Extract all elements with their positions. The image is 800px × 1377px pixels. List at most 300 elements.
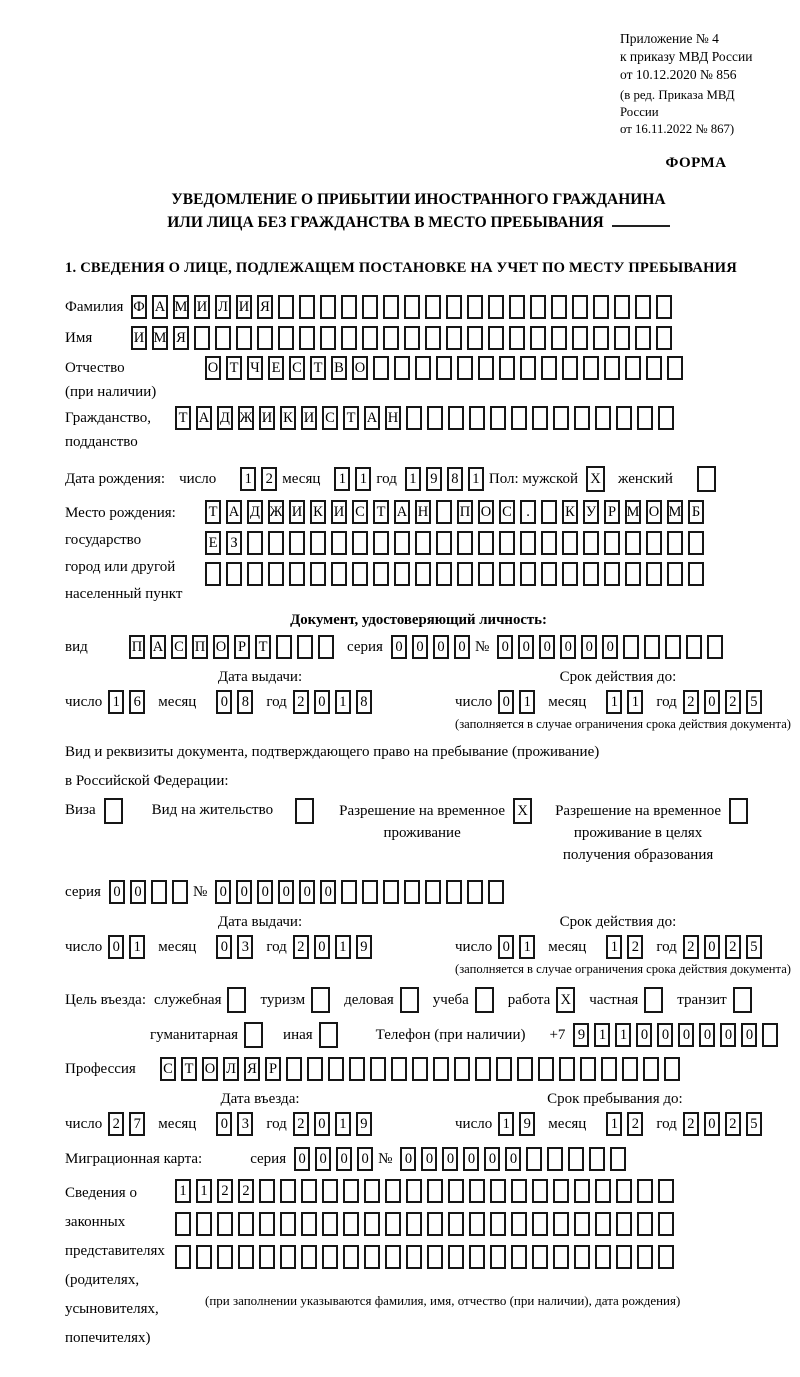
cell-box[interactable]	[385, 1245, 401, 1269]
cell-box[interactable]: 2	[293, 1112, 309, 1136]
id-valid-month-field[interactable]	[606, 690, 648, 714]
cell-box[interactable]	[511, 1245, 527, 1269]
cell-box[interactable]	[301, 1245, 317, 1269]
cell-box[interactable]: 0	[412, 635, 428, 659]
cell-box[interactable]	[490, 1212, 506, 1236]
cell-box[interactable]	[574, 1179, 590, 1203]
cell-box[interactable]: Я	[244, 1057, 260, 1081]
cell-box[interactable]: Е	[268, 356, 284, 380]
cell-box[interactable]: Р	[265, 1057, 281, 1081]
cell-box[interactable]: 0	[657, 1023, 673, 1047]
cell-box[interactable]	[625, 562, 641, 586]
cell-box[interactable]: Р	[604, 500, 620, 524]
cell-box[interactable]	[217, 1245, 233, 1269]
stay-month-field[interactable]	[606, 1112, 648, 1136]
cell-box[interactable]: 2	[293, 935, 309, 959]
cell-box[interactable]	[667, 562, 683, 586]
cell-box[interactable]: 0	[497, 635, 513, 659]
cell-box[interactable]	[383, 326, 399, 350]
cell-box[interactable]	[295, 798, 314, 824]
cell-box[interactable]: 1	[606, 690, 622, 714]
cell-box[interactable]	[541, 562, 557, 586]
id-valid-year-field[interactable]	[683, 690, 767, 714]
cell-box[interactable]	[205, 562, 221, 586]
cell-box[interactable]: 2	[725, 690, 741, 714]
cell-box[interactable]: 0	[454, 635, 470, 659]
cell-box[interactable]	[488, 295, 504, 319]
purpose-official-checkbox[interactable]	[227, 987, 251, 1013]
cell-box[interactable]	[415, 562, 431, 586]
cell-box[interactable]: Р	[234, 635, 250, 659]
cell-box[interactable]	[568, 1147, 584, 1171]
birth-place-row1[interactable]	[205, 500, 709, 524]
cell-box[interactable]	[583, 531, 599, 555]
cell-box[interactable]	[658, 1245, 674, 1269]
cell-box[interactable]	[268, 531, 284, 555]
cell-box[interactable]: И	[301, 406, 317, 430]
cell-box[interactable]	[311, 987, 330, 1013]
cell-box[interactable]	[499, 562, 515, 586]
cell-box[interactable]: А	[152, 295, 168, 319]
cell-box[interactable]	[509, 295, 525, 319]
entry-month-field[interactable]	[216, 1112, 258, 1136]
cell-box[interactable]: 0	[421, 1147, 437, 1171]
cell-box[interactable]	[415, 531, 431, 555]
cell-box[interactable]: А	[394, 500, 410, 524]
cell-box[interactable]: 0	[505, 1147, 521, 1171]
cell-box[interactable]: 0	[130, 880, 146, 904]
cell-box[interactable]	[343, 1245, 359, 1269]
cell-box[interactable]	[448, 1179, 464, 1203]
cell-box[interactable]	[656, 326, 672, 350]
cell-box[interactable]	[433, 1057, 449, 1081]
cell-box[interactable]	[559, 1057, 575, 1081]
guardians-row3[interactable]	[175, 1245, 680, 1269]
cell-box[interactable]	[425, 326, 441, 350]
cell-box[interactable]	[469, 1179, 485, 1203]
cell-box[interactable]	[532, 1179, 548, 1203]
cell-box[interactable]	[320, 326, 336, 350]
cell-box[interactable]: О	[352, 356, 368, 380]
cell-box[interactable]	[436, 531, 452, 555]
cell-box[interactable]: П	[457, 500, 473, 524]
guardians-row1[interactable]	[175, 1179, 680, 1203]
cell-box[interactable]	[404, 295, 420, 319]
cell-box[interactable]: К	[280, 406, 296, 430]
cell-box[interactable]	[436, 500, 452, 524]
cell-box[interactable]	[383, 295, 399, 319]
cell-box[interactable]	[562, 562, 578, 586]
cell-box[interactable]	[595, 1245, 611, 1269]
surname-field[interactable]	[131, 295, 677, 319]
cell-box[interactable]: О	[205, 356, 221, 380]
res-issue-day-field[interactable]	[108, 935, 150, 959]
cell-box[interactable]	[322, 1179, 338, 1203]
cell-box[interactable]	[667, 356, 683, 380]
entry-day-field[interactable]	[108, 1112, 150, 1136]
cell-box[interactable]	[259, 1179, 275, 1203]
cell-box[interactable]	[658, 1179, 674, 1203]
cell-box[interactable]	[448, 1212, 464, 1236]
cell-box[interactable]: 0	[602, 635, 618, 659]
cell-box[interactable]: 0	[400, 1147, 416, 1171]
cell-box[interactable]: 1	[175, 1179, 191, 1203]
cell-box[interactable]: 0	[720, 1023, 736, 1047]
cell-box[interactable]	[175, 1245, 191, 1269]
cell-box[interactable]: 0	[215, 880, 231, 904]
cell-box[interactable]	[530, 295, 546, 319]
cell-box[interactable]: 1	[196, 1179, 212, 1203]
cell-box[interactable]: Ч	[247, 356, 263, 380]
cell-box[interactable]: 0	[314, 1112, 330, 1136]
cell-box[interactable]: 1	[240, 467, 256, 491]
name-field[interactable]	[131, 326, 677, 350]
cell-box[interactable]	[457, 562, 473, 586]
cell-box[interactable]	[373, 356, 389, 380]
cell-box[interactable]: X	[586, 466, 605, 492]
cell-box[interactable]: 0	[704, 935, 720, 959]
cell-box[interactable]	[637, 1179, 653, 1203]
cell-box[interactable]: М	[625, 500, 641, 524]
cell-box[interactable]	[475, 1057, 491, 1081]
cell-box[interactable]	[259, 1212, 275, 1236]
res-valid-day-field[interactable]	[498, 935, 540, 959]
cell-box[interactable]	[490, 406, 506, 430]
cell-box[interactable]: 0	[498, 935, 514, 959]
cell-box[interactable]: С	[289, 356, 305, 380]
cell-box[interactable]: С	[322, 406, 338, 430]
mig-number-field[interactable]	[400, 1147, 631, 1171]
purpose-other-checkbox[interactable]	[319, 1022, 343, 1048]
cell-box[interactable]	[341, 326, 357, 350]
cell-box[interactable]: 0	[216, 690, 232, 714]
cell-box[interactable]	[467, 880, 483, 904]
cell-box[interactable]	[247, 531, 263, 555]
cell-box[interactable]: 1	[334, 467, 350, 491]
cell-box[interactable]	[517, 1057, 533, 1081]
cell-box[interactable]: Я	[173, 326, 189, 350]
cell-box[interactable]	[415, 356, 431, 380]
cell-box[interactable]: 3	[237, 935, 253, 959]
cell-box[interactable]	[276, 635, 292, 659]
cell-box[interactable]	[404, 326, 420, 350]
cell-box[interactable]	[331, 531, 347, 555]
cell-box[interactable]	[664, 1057, 680, 1081]
cell-box[interactable]	[688, 531, 704, 555]
cell-box[interactable]	[404, 880, 420, 904]
cell-box[interactable]	[467, 295, 483, 319]
cell-box[interactable]: 1	[355, 467, 371, 491]
cell-box[interactable]	[697, 466, 716, 492]
cell-box[interactable]	[322, 1212, 338, 1236]
cell-box[interactable]	[526, 1147, 542, 1171]
cell-box[interactable]	[646, 531, 662, 555]
res-number-field[interactable]	[215, 880, 509, 904]
cell-box[interactable]: 0	[299, 880, 315, 904]
cell-box[interactable]: 9	[356, 1112, 372, 1136]
purpose-private-checkbox[interactable]	[644, 987, 668, 1013]
cell-box[interactable]: 0	[216, 935, 232, 959]
cell-box[interactable]	[343, 1179, 359, 1203]
cell-box[interactable]: О	[478, 500, 494, 524]
cell-box[interactable]	[406, 1245, 422, 1269]
cell-box[interactable]	[364, 1245, 380, 1269]
cell-box[interactable]: 9	[573, 1023, 589, 1047]
id-kind-field[interactable]	[129, 635, 339, 659]
cell-box[interactable]: 0	[320, 880, 336, 904]
purpose-study-checkbox[interactable]	[475, 987, 499, 1013]
mig-series-field[interactable]	[294, 1147, 378, 1171]
cell-box[interactable]: И	[194, 295, 210, 319]
cell-box[interactable]	[196, 1212, 212, 1236]
cell-box[interactable]	[610, 1147, 626, 1171]
cell-box[interactable]: П	[192, 635, 208, 659]
cell-box[interactable]	[532, 406, 548, 430]
cell-box[interactable]	[299, 295, 315, 319]
cell-box[interactable]: Т	[181, 1057, 197, 1081]
cell-box[interactable]	[488, 326, 504, 350]
purpose-humanitarian-checkbox[interactable]	[244, 1022, 268, 1048]
id-issue-month-field[interactable]	[216, 690, 258, 714]
stay-day-field[interactable]	[498, 1112, 540, 1136]
cell-box[interactable]: 0	[699, 1023, 715, 1047]
cell-box[interactable]	[499, 531, 515, 555]
cell-box[interactable]	[541, 531, 557, 555]
cell-box[interactable]: О	[213, 635, 229, 659]
cell-box[interactable]	[646, 356, 662, 380]
cell-box[interactable]	[383, 880, 399, 904]
cell-box[interactable]	[729, 798, 748, 824]
cell-box[interactable]	[616, 1212, 632, 1236]
cell-box[interactable]: 0	[518, 635, 534, 659]
cell-box[interactable]	[601, 1057, 617, 1081]
cell-box[interactable]	[151, 880, 167, 904]
cell-box[interactable]: 0	[560, 635, 576, 659]
cell-box[interactable]	[364, 1212, 380, 1236]
cell-box[interactable]	[427, 1212, 443, 1236]
cell-box[interactable]	[733, 987, 752, 1013]
cell-box[interactable]: Я	[257, 295, 273, 319]
cell-box[interactable]	[425, 295, 441, 319]
cell-box[interactable]	[268, 562, 284, 586]
cell-box[interactable]	[244, 1022, 263, 1048]
cell-box[interactable]	[574, 1212, 590, 1236]
cell-box[interactable]: 5	[746, 690, 762, 714]
cell-box[interactable]	[532, 1212, 548, 1236]
purpose-transit-checkbox[interactable]	[733, 987, 757, 1013]
cell-box[interactable]: Н	[415, 500, 431, 524]
cell-box[interactable]: 2	[261, 467, 277, 491]
cell-box[interactable]	[656, 295, 672, 319]
cell-box[interactable]: 1	[405, 467, 421, 491]
cell-box[interactable]: 0	[581, 635, 597, 659]
cell-box[interactable]: Л	[223, 1057, 239, 1081]
profession-field[interactable]	[160, 1057, 685, 1081]
cell-box[interactable]	[616, 1179, 632, 1203]
cell-box[interactable]: 0	[636, 1023, 652, 1047]
cell-box[interactable]	[604, 356, 620, 380]
cell-box[interactable]	[553, 1245, 569, 1269]
cell-box[interactable]: 0	[315, 1147, 331, 1171]
cell-box[interactable]	[547, 1147, 563, 1171]
cell-box[interactable]	[331, 562, 347, 586]
cell-box[interactable]	[511, 406, 527, 430]
cell-box[interactable]	[583, 562, 599, 586]
purpose-tourism-checkbox[interactable]	[311, 987, 335, 1013]
cell-box[interactable]	[616, 1245, 632, 1269]
cell-box[interactable]	[297, 635, 313, 659]
cell-box[interactable]: И	[259, 406, 275, 430]
cell-box[interactable]	[427, 406, 443, 430]
cell-box[interactable]	[520, 531, 536, 555]
residence-permit-checkbox[interactable]	[295, 798, 319, 824]
cell-box[interactable]	[457, 356, 473, 380]
cell-box[interactable]	[446, 880, 462, 904]
cell-box[interactable]	[400, 987, 419, 1013]
cell-box[interactable]: 8	[356, 690, 372, 714]
cell-box[interactable]	[616, 406, 632, 430]
cell-box[interactable]: 2	[293, 690, 309, 714]
cell-box[interactable]: 0	[257, 880, 273, 904]
cell-box[interactable]	[217, 1212, 233, 1236]
cell-box[interactable]	[469, 406, 485, 430]
cell-box[interactable]	[104, 798, 123, 824]
cell-box[interactable]	[541, 356, 557, 380]
cell-box[interactable]	[572, 295, 588, 319]
cell-box[interactable]: 0	[704, 1112, 720, 1136]
cell-box[interactable]	[688, 562, 704, 586]
cell-box[interactable]	[614, 326, 630, 350]
cell-box[interactable]	[551, 326, 567, 350]
cell-box[interactable]: 0	[741, 1023, 757, 1047]
cell-box[interactable]	[343, 1212, 359, 1236]
cell-box[interactable]	[280, 1179, 296, 1203]
cell-box[interactable]	[310, 562, 326, 586]
cell-box[interactable]	[643, 1057, 659, 1081]
cell-box[interactable]	[658, 1212, 674, 1236]
cell-box[interactable]	[362, 326, 378, 350]
cell-box[interactable]: 1	[108, 690, 124, 714]
cell-box[interactable]	[532, 1245, 548, 1269]
edu-permit-checkbox[interactable]	[729, 798, 753, 824]
cell-box[interactable]	[238, 1245, 254, 1269]
cell-box[interactable]	[247, 562, 263, 586]
cell-box[interactable]	[499, 356, 515, 380]
cell-box[interactable]	[425, 880, 441, 904]
cell-box[interactable]: 2	[683, 935, 699, 959]
cell-box[interactable]	[238, 1212, 254, 1236]
cell-box[interactable]	[490, 1179, 506, 1203]
cell-box[interactable]	[511, 1212, 527, 1236]
cell-box[interactable]	[391, 1057, 407, 1081]
cell-box[interactable]	[469, 1212, 485, 1236]
cell-box[interactable]	[278, 295, 294, 319]
cell-box[interactable]: 0	[391, 635, 407, 659]
cell-box[interactable]	[625, 356, 641, 380]
cell-box[interactable]	[604, 562, 620, 586]
cell-box[interactable]	[289, 531, 305, 555]
cell-box[interactable]	[614, 295, 630, 319]
cell-box[interactable]: 0	[216, 1112, 232, 1136]
cell-box[interactable]	[520, 356, 536, 380]
cell-box[interactable]	[175, 1212, 191, 1236]
cell-box[interactable]: 0	[539, 635, 555, 659]
cell-box[interactable]	[394, 562, 410, 586]
cell-box[interactable]: 0	[236, 880, 252, 904]
cell-box[interactable]	[172, 880, 188, 904]
cell-box[interactable]: 1	[335, 935, 351, 959]
cell-box[interactable]	[553, 1212, 569, 1236]
cell-box[interactable]: А	[364, 406, 380, 430]
cell-box[interactable]: 1	[498, 1112, 514, 1136]
cell-box[interactable]	[341, 880, 357, 904]
cell-box[interactable]	[665, 635, 681, 659]
cell-box[interactable]: 2	[725, 1112, 741, 1136]
cell-box[interactable]	[622, 1057, 638, 1081]
purpose-business-checkbox[interactable]	[400, 987, 424, 1013]
cell-box[interactable]	[196, 1245, 212, 1269]
cell-box[interactable]: Л	[215, 295, 231, 319]
cell-box[interactable]	[562, 531, 578, 555]
cell-box[interactable]: 1	[335, 690, 351, 714]
cell-box[interactable]	[226, 562, 242, 586]
cell-box[interactable]	[595, 1212, 611, 1236]
cell-box[interactable]: 9	[356, 935, 372, 959]
cell-box[interactable]: С	[352, 500, 368, 524]
res-issue-month-field[interactable]	[216, 935, 258, 959]
cell-box[interactable]: 9	[519, 1112, 535, 1136]
cell-box[interactable]: М	[152, 326, 168, 350]
id-series-field[interactable]	[391, 635, 475, 659]
cell-box[interactable]	[301, 1212, 317, 1236]
cell-box[interactable]	[511, 1179, 527, 1203]
cell-box[interactable]	[478, 356, 494, 380]
cell-box[interactable]: Т	[310, 356, 326, 380]
cell-box[interactable]	[406, 406, 422, 430]
res-valid-year-field[interactable]	[683, 935, 767, 959]
cell-box[interactable]	[488, 880, 504, 904]
cell-box[interactable]: 1	[606, 1112, 622, 1136]
cell-box[interactable]	[454, 1057, 470, 1081]
cell-box[interactable]: 2	[683, 1112, 699, 1136]
cell-box[interactable]	[385, 1179, 401, 1203]
cell-box[interactable]: 2	[108, 1112, 124, 1136]
cell-box[interactable]: М	[667, 500, 683, 524]
cell-box[interactable]	[637, 1212, 653, 1236]
cell-box[interactable]	[644, 635, 660, 659]
cell-box[interactable]: 3	[237, 1112, 253, 1136]
cell-box[interactable]	[625, 531, 641, 555]
entry-year-field[interactable]	[293, 1112, 377, 1136]
cell-box[interactable]: 2	[683, 690, 699, 714]
cell-box[interactable]: И	[131, 326, 147, 350]
cell-box[interactable]: 0	[294, 1147, 310, 1171]
cell-box[interactable]	[227, 987, 246, 1013]
cell-box[interactable]	[259, 1245, 275, 1269]
cell-box[interactable]	[637, 1245, 653, 1269]
cell-box[interactable]: 2	[627, 935, 643, 959]
cell-box[interactable]: 5	[746, 935, 762, 959]
cell-box[interactable]: 0	[357, 1147, 373, 1171]
sex-male-checkbox[interactable]	[586, 466, 610, 492]
cell-box[interactable]: 0	[678, 1023, 694, 1047]
res-series-field[interactable]	[109, 880, 193, 904]
cell-box[interactable]: Е	[205, 531, 221, 555]
birth-place-row3[interactable]	[205, 562, 709, 586]
cell-box[interactable]	[457, 531, 473, 555]
cell-box[interactable]	[520, 562, 536, 586]
stay-year-field[interactable]	[683, 1112, 767, 1136]
